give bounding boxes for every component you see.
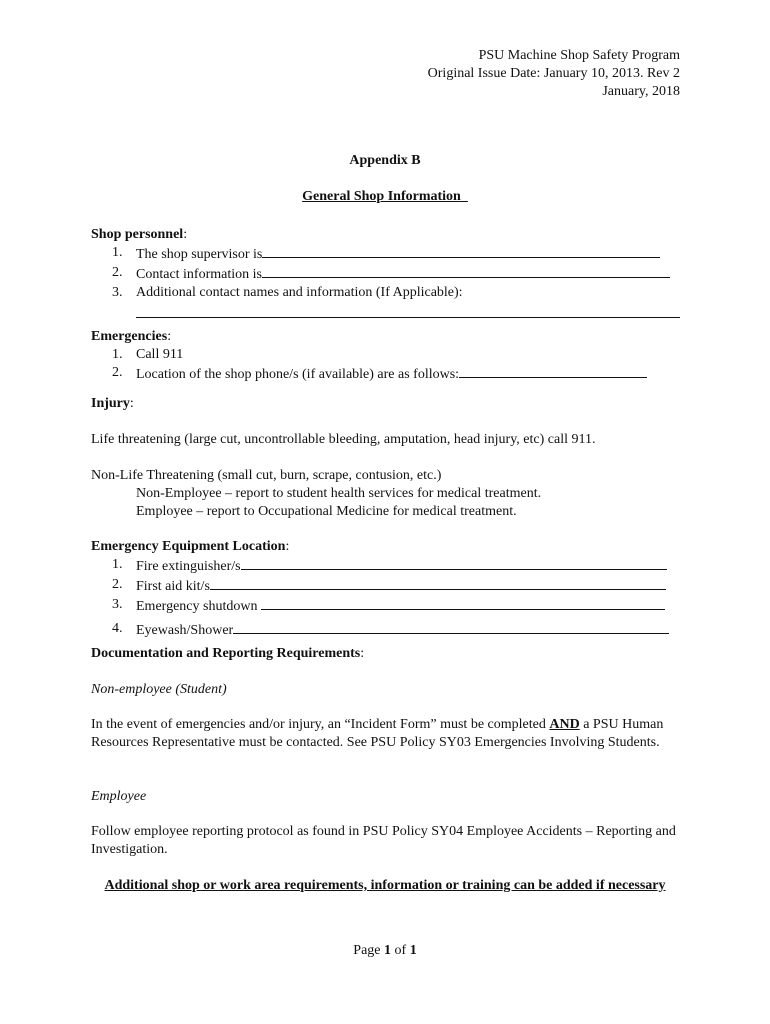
header-program: PSU Machine Shop Safety Program [478,48,680,63]
eyewash-blank-line[interactable] [233,620,669,634]
list-item: 4. Eyewash/Shower [91,620,681,640]
list-item: 2. First aid kit/s [91,576,681,596]
list-item: 1. Fire extinguisher/s [91,556,681,576]
document-title: General Shop Information [302,189,461,204]
employee-text: Employee – report to Occupational Medicine for medical treatment. [136,504,517,519]
shop-personnel-heading: Shop personnel [91,227,184,242]
injury-section: Injury: [91,396,134,411]
emergency-shutdown-blank-line[interactable] [261,596,665,610]
additional-contacts-blank-line[interactable] [136,304,680,318]
emergencies-heading: Emergencies [91,329,168,344]
list-item: 1. Call 911 [112,347,184,362]
additional-requirements-note: Additional shop or work area requirements, information or training can be added if necessary [104,878,666,893]
list-item: 1. The shop supervisor is [91,244,681,264]
non-life-threatening-block [91,467,681,521]
appendix-label: Appendix B [349,153,421,168]
student-subheading: Non-employee (Student) [91,682,227,697]
documentation-section: Documentation and Reporting Requirements: [91,646,365,661]
equipment-section: Emergency Equipment Location: 1. Fire extinguisher/s 2. First aid kit/s 3. Emergency shutdown 4. Eyewash/Shower [91,538,681,640]
injury-heading: Injury [91,396,130,411]
page-number: Page 1 of 1 [353,943,417,958]
supervisor-blank-line[interactable] [262,244,660,258]
header-revision-date: January, 2018 [602,84,680,99]
list-item: 2. Location of the shop phone/s (if available) are as follows: [91,364,681,384]
emergencies-section: Emergencies: 1. Call 911 2. Location of the shop phone/s (if available) are as follows: [91,328,681,384]
student-paragraph: In the event of emergencies and/or injury, an “Incident Form” must be completed AND a PSU Human Resources Representative must be contacted. See PSU Policy SY03 Emergencies Involving Students. [91,717,664,750]
document-header [428,47,680,101]
employee-paragraph: Follow employee reporting protocol as found in PSU Policy SY04 Employee Accidents – Reporting and Investigation. [91,824,676,857]
non-life-threatening-text: Non-Life Threatening (small cut, burn, scrape, contusion, etc.) [91,468,442,483]
list-item: 2. Contact information is [91,264,681,284]
equipment-heading: Emergency Equipment Location [91,539,286,554]
shop-personnel-section: Shop personnel: 1. The shop supervisor is 2. Contact information is 3. Additional contact names and information (If Applicable): [91,226,681,324]
fire-extinguisher-blank-line[interactable] [241,556,667,570]
first-aid-blank-line[interactable] [210,576,666,590]
contact-blank-line[interactable] [262,264,670,278]
non-employee-text: Non-Employee – report to student health services for medical treatment. [136,486,542,501]
employee-subheading: Employee [91,789,147,804]
life-threatening-text: Life threatening (large cut, uncontrollable bleeding, amputation, head injury, etc) call 911. [91,432,596,447]
list-item: 3. Additional contact names and information (If Applicable): [112,285,463,300]
documentation-heading: Documentation and Reporting Requirements [91,646,361,661]
and-emphasis: AND [549,717,580,732]
header-issue-date: Original Issue Date: January 10, 2013. Rev 2 [427,66,680,81]
phone-location-blank-line[interactable] [459,364,647,378]
list-item: 3. Emergency shutdown [91,596,681,616]
